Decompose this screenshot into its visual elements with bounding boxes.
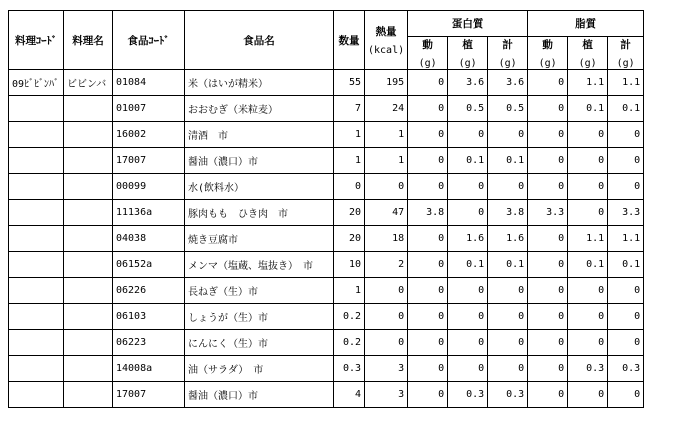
cell-food-name: 豚肉もも ひき肉 市 — [185, 200, 334, 226]
table-row — [9, 70, 644, 96]
cell-fat-animal: 0 — [528, 122, 568, 148]
cell-quantity: 0.2 — [334, 330, 365, 356]
cell-fat-plant: 0 — [568, 330, 608, 356]
table-row — [9, 356, 644, 382]
cell-energy: 2 — [365, 252, 408, 278]
cell-food-name: 醤油（濃口）市 — [185, 148, 334, 174]
header-dish-code: 料理ｺｰﾄﾞ — [9, 11, 64, 70]
cell-protein-animal: 0 — [408, 252, 448, 278]
cell-protein-plant: 0 — [448, 122, 488, 148]
cell-dish-name — [64, 200, 113, 226]
cell-protein-total: 3.8 — [488, 200, 528, 226]
cell-fat-animal: 0 — [528, 148, 568, 174]
cell-dish-name — [64, 278, 113, 304]
nutrition-table — [8, 10, 644, 408]
cell-fat-plant: 0 — [568, 200, 608, 226]
cell-dish-name — [64, 330, 113, 356]
header-energy — [365, 11, 408, 70]
cell-food-code: 01007 — [113, 96, 185, 122]
cell-protein-animal: 0 — [408, 70, 448, 96]
table-body — [9, 70, 644, 408]
cell-protein-total: 0.5 — [488, 96, 528, 122]
cell-protein-plant: 0 — [448, 356, 488, 382]
cell-dish-name — [64, 382, 113, 408]
cell-protein-plant: 0 — [448, 304, 488, 330]
table-row — [9, 122, 644, 148]
cell-dish-name — [64, 226, 113, 252]
cell-fat-plant: 0 — [568, 382, 608, 408]
cell-energy: 3 — [365, 356, 408, 382]
cell-quantity: 20 — [334, 200, 365, 226]
cell-fat-animal: 0 — [528, 96, 568, 122]
cell-dish-code — [9, 330, 64, 356]
cell-fat-animal: 0 — [528, 356, 568, 382]
cell-protein-animal: 0 — [408, 96, 448, 122]
cell-fat-total: 0 — [608, 304, 644, 330]
header-dish-name: 料理名 — [64, 11, 113, 70]
cell-fat-plant: 0 — [568, 278, 608, 304]
cell-dish-name — [64, 356, 113, 382]
unit-g: (g) — [616, 58, 635, 69]
cell-fat-total: 0.1 — [608, 252, 644, 278]
label-plant: 植 — [462, 39, 473, 51]
table-row — [9, 200, 644, 226]
cell-food-code: 06103 — [113, 304, 185, 330]
table-row — [9, 96, 644, 122]
cell-fat-animal: 0 — [528, 226, 568, 252]
label-total: 計 — [620, 39, 631, 51]
table-row — [9, 252, 644, 278]
table-row — [9, 174, 644, 200]
cell-protein-total: 0 — [488, 330, 528, 356]
cell-fat-plant: 0 — [568, 148, 608, 174]
cell-food-name: 焼き豆腐市 — [185, 226, 334, 252]
cell-protein-animal: 0 — [408, 174, 448, 200]
cell-fat-total: 1.1 — [608, 226, 644, 252]
cell-quantity: 20 — [334, 226, 365, 252]
unit-g: (g) — [458, 58, 477, 69]
cell-dish-code — [9, 122, 64, 148]
cell-protein-plant: 0 — [448, 174, 488, 200]
cell-fat-plant: 1.1 — [568, 70, 608, 96]
cell-quantity: 0.2 — [334, 304, 365, 330]
header-quantity: 数量 — [334, 11, 365, 70]
header-food-name: 食品名 — [185, 11, 334, 70]
cell-food-name: メンマ（塩蔵、塩抜き） 市 — [185, 252, 334, 278]
label-total: 計 — [502, 39, 513, 51]
cell-protein-animal: 0 — [408, 382, 448, 408]
cell-dish-code — [9, 382, 64, 408]
nutrition-sheet — [8, 10, 644, 408]
cell-food-name: 清酒 市 — [185, 122, 334, 148]
cell-fat-animal: 0 — [528, 304, 568, 330]
cell-protein-animal: 0 — [408, 226, 448, 252]
cell-protein-plant: 1.6 — [448, 226, 488, 252]
cell-protein-animal: 3.8 — [408, 200, 448, 226]
cell-quantity: 1 — [334, 122, 365, 148]
cell-quantity: 1 — [334, 278, 365, 304]
cell-fat-total: 0 — [608, 330, 644, 356]
table-row — [9, 382, 644, 408]
header-food-code: 食品ｺｰﾄﾞ — [113, 11, 185, 70]
table-row — [9, 304, 644, 330]
header-energy-label: 熱量 — [375, 26, 397, 38]
cell-food-name: 醤油（濃口）市 — [185, 382, 334, 408]
cell-dish-name — [64, 304, 113, 330]
cell-fat-animal: 0 — [528, 70, 568, 96]
cell-quantity: 0 — [334, 174, 365, 200]
cell-protein-animal: 0 — [408, 148, 448, 174]
cell-dish-code — [9, 304, 64, 330]
cell-protein-animal: 0 — [408, 122, 448, 148]
cell-energy: 3 — [365, 382, 408, 408]
cell-energy: 47 — [365, 200, 408, 226]
cell-fat-total: 0 — [608, 148, 644, 174]
cell-fat-total: 0 — [608, 174, 644, 200]
cell-protein-plant: 3.6 — [448, 70, 488, 96]
cell-dish-name: ビビンバ — [64, 70, 113, 96]
cell-food-name: 長ねぎ（生）市 — [185, 278, 334, 304]
cell-fat-total: 0.1 — [608, 96, 644, 122]
table-row — [9, 278, 644, 304]
cell-protein-plant: 0.5 — [448, 96, 488, 122]
cell-dish-code — [9, 174, 64, 200]
cell-energy: 0 — [365, 174, 408, 200]
cell-fat-total: 0 — [608, 382, 644, 408]
cell-protein-plant: 0.3 — [448, 382, 488, 408]
cell-energy: 1 — [365, 148, 408, 174]
cell-fat-total: 3.3 — [608, 200, 644, 226]
cell-protein-animal: 0 — [408, 304, 448, 330]
label-plant: 植 — [582, 39, 593, 51]
cell-fat-animal: 0 — [528, 330, 568, 356]
cell-protein-plant: 0 — [448, 278, 488, 304]
cell-food-name: 油（サラダ） 市 — [185, 356, 334, 382]
cell-fat-plant: 0 — [568, 174, 608, 200]
cell-quantity: 55 — [334, 70, 365, 96]
cell-dish-name — [64, 174, 113, 200]
cell-dish-code — [9, 278, 64, 304]
cell-protein-plant: 0.1 — [448, 252, 488, 278]
cell-food-code: 01084 — [113, 70, 185, 96]
table-header — [9, 11, 644, 70]
cell-food-code: 17007 — [113, 148, 185, 174]
cell-protein-total: 3.6 — [488, 70, 528, 96]
cell-food-name: 水(飲料水） — [185, 174, 334, 200]
cell-dish-code: 09ﾋﾞﾋﾞﾝﾊﾞ — [9, 70, 64, 96]
table-row — [9, 226, 644, 252]
cell-protein-total: 0.3 — [488, 382, 528, 408]
cell-dish-code — [9, 226, 64, 252]
cell-protein-animal: 0 — [408, 278, 448, 304]
cell-dish-name — [64, 122, 113, 148]
cell-fat-plant: 1.1 — [568, 226, 608, 252]
cell-fat-animal: 3.3 — [528, 200, 568, 226]
cell-food-code: 14008a — [113, 356, 185, 382]
header-fat: 脂質 — [528, 11, 644, 37]
cell-quantity: 7 — [334, 96, 365, 122]
cell-food-code: 06226 — [113, 278, 185, 304]
cell-protein-plant: 0 — [448, 200, 488, 226]
cell-food-code: 00099 — [113, 174, 185, 200]
header-fat-plant — [568, 37, 608, 70]
cell-food-name: しょうが（生）市 — [185, 304, 334, 330]
cell-quantity: 1 — [334, 148, 365, 174]
cell-protein-plant: 0 — [448, 330, 488, 356]
cell-protein-total: 0 — [488, 122, 528, 148]
cell-food-name: おおむぎ（米粒麦） — [185, 96, 334, 122]
header-protein-animal — [408, 37, 448, 70]
cell-fat-animal: 0 — [528, 382, 568, 408]
header-fat-animal — [528, 37, 568, 70]
header-protein-plant — [448, 37, 488, 70]
cell-dish-code — [9, 200, 64, 226]
header-protein-total — [488, 37, 528, 70]
cell-protein-total: 0.1 — [488, 252, 528, 278]
cell-quantity: 4 — [334, 382, 365, 408]
header-energy-unit: (kcal) — [368, 45, 405, 56]
table-row — [9, 148, 644, 174]
cell-fat-total: 0 — [608, 122, 644, 148]
cell-food-code: 11136a — [113, 200, 185, 226]
cell-food-name: にんにく（生）市 — [185, 330, 334, 356]
cell-food-code: 17007 — [113, 382, 185, 408]
label-animal: 動 — [422, 39, 433, 51]
cell-fat-animal: 0 — [528, 174, 568, 200]
cell-dish-code — [9, 96, 64, 122]
cell-energy: 0 — [365, 330, 408, 356]
cell-protein-total: 0 — [488, 304, 528, 330]
unit-g: (g) — [578, 58, 597, 69]
cell-protein-plant: 0.1 — [448, 148, 488, 174]
cell-energy: 0 — [365, 304, 408, 330]
unit-g: (g) — [498, 58, 517, 69]
cell-dish-name — [64, 148, 113, 174]
table-row — [9, 330, 644, 356]
cell-dish-name — [64, 252, 113, 278]
cell-energy: 24 — [365, 96, 408, 122]
cell-fat-plant: 0.3 — [568, 356, 608, 382]
cell-energy: 18 — [365, 226, 408, 252]
cell-fat-animal: 0 — [528, 278, 568, 304]
cell-quantity: 0.3 — [334, 356, 365, 382]
cell-fat-plant: 0.1 — [568, 96, 608, 122]
cell-protein-total: 1.6 — [488, 226, 528, 252]
cell-dish-code — [9, 252, 64, 278]
label-animal: 動 — [542, 39, 553, 51]
cell-dish-code — [9, 148, 64, 174]
cell-energy: 195 — [365, 70, 408, 96]
cell-energy: 1 — [365, 122, 408, 148]
header-protein: 蛋白質 — [408, 11, 528, 37]
cell-protein-total: 0.1 — [488, 148, 528, 174]
cell-food-code: 06152a — [113, 252, 185, 278]
cell-food-code: 06223 — [113, 330, 185, 356]
header-fat-total — [608, 37, 644, 70]
cell-dish-code — [9, 356, 64, 382]
cell-fat-plant: 0 — [568, 304, 608, 330]
cell-quantity: 10 — [334, 252, 365, 278]
cell-food-name: 米（はいが精米） — [185, 70, 334, 96]
cell-food-code: 16002 — [113, 122, 185, 148]
cell-protein-total: 0 — [488, 356, 528, 382]
cell-protein-animal: 0 — [408, 330, 448, 356]
cell-dish-name — [64, 96, 113, 122]
cell-fat-total: 0 — [608, 278, 644, 304]
cell-food-code: 04038 — [113, 226, 185, 252]
cell-fat-plant: 0 — [568, 122, 608, 148]
cell-protein-animal: 0 — [408, 356, 448, 382]
unit-g: (g) — [418, 58, 437, 69]
cell-fat-plant: 0.1 — [568, 252, 608, 278]
cell-protein-total: 0 — [488, 174, 528, 200]
cell-fat-total: 0.3 — [608, 356, 644, 382]
unit-g: (g) — [538, 58, 557, 69]
cell-energy: 0 — [365, 278, 408, 304]
cell-fat-total: 1.1 — [608, 70, 644, 96]
cell-protein-total: 0 — [488, 278, 528, 304]
cell-fat-animal: 0 — [528, 252, 568, 278]
